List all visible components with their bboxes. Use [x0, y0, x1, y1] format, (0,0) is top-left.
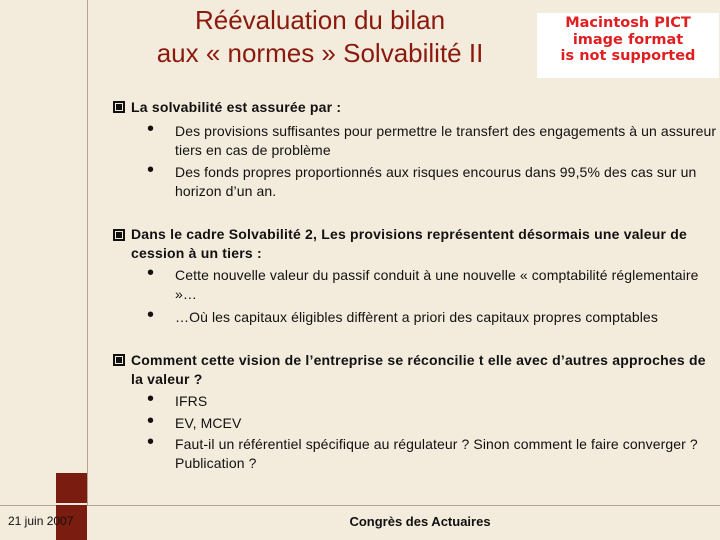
section-1-item-2: Des fonds propres proportionnés aux risques encourus dans 99,5% des cas sur un horizon d’un an.: [175, 164, 697, 199]
title-line-2: aux « normes » Solvabilité II: [156, 38, 484, 68]
section-2-text: Dans le cadre Solvabilité 2, Les provisions représentent désormais une valeur de cession à un tiers :: [131, 226, 687, 261]
square-bullet-icon: [113, 229, 125, 241]
dot-bullet-icon: •: [147, 304, 155, 326]
footer-date: 21 juin 2007: [8, 514, 74, 528]
placeholder-line-2: image format: [572, 31, 684, 48]
placeholder-line-1: Macintosh PICT: [565, 15, 691, 31]
section-1-text: La solvabilité est assurée par :: [131, 99, 342, 115]
section-3-item-2: EV, MCEV: [175, 415, 242, 431]
footer-event: Congrès des Actuaires: [349, 514, 491, 529]
section-3-item-1: IFRS: [175, 393, 208, 409]
dot-bullet-icon: •: [147, 118, 155, 140]
square-bullet-icon: [113, 101, 125, 113]
dot-bullet-icon: •: [147, 159, 155, 181]
placeholder-line-3: is not supported: [560, 48, 696, 64]
dot-bullet-icon: •: [147, 388, 155, 410]
dot-bullet-icon: •: [147, 431, 155, 453]
slide-title: [110, 4, 530, 70]
vertical-rule: [87, 0, 88, 505]
section-2-item-2: …Où les capitaux éligibles diffèrent a priori des capitaux propres comptables: [175, 309, 658, 325]
dot-bullet-icon: •: [147, 262, 155, 284]
dot-bullet-icon: •: [147, 410, 155, 432]
section-1-item-1: Des provisions suffisantes pour permettre le transfert des engagements à un assureur tiers en cas de problème: [175, 123, 717, 158]
title-line-1: Réévaluation du bilan: [194, 5, 446, 35]
square-bullet-icon: [113, 354, 125, 366]
section-3-text: Comment cette vision de l’entreprise se réconcilie t elle avec d’autres approches de la valeur ?: [131, 352, 706, 387]
accent-square: [56, 473, 87, 503]
horizontal-rule: [0, 505, 720, 506]
section-2-item-1: Cette nouvelle valeur du passif conduit à une nouvelle « comptabilité réglementaire »…: [175, 267, 699, 302]
section-3-item-3: Faut-il un référentiel spécifique au régulateur ? Sinon comment le faire converger ? Publication ?: [175, 436, 698, 471]
unsupported-image-placeholder: [537, 13, 719, 78]
